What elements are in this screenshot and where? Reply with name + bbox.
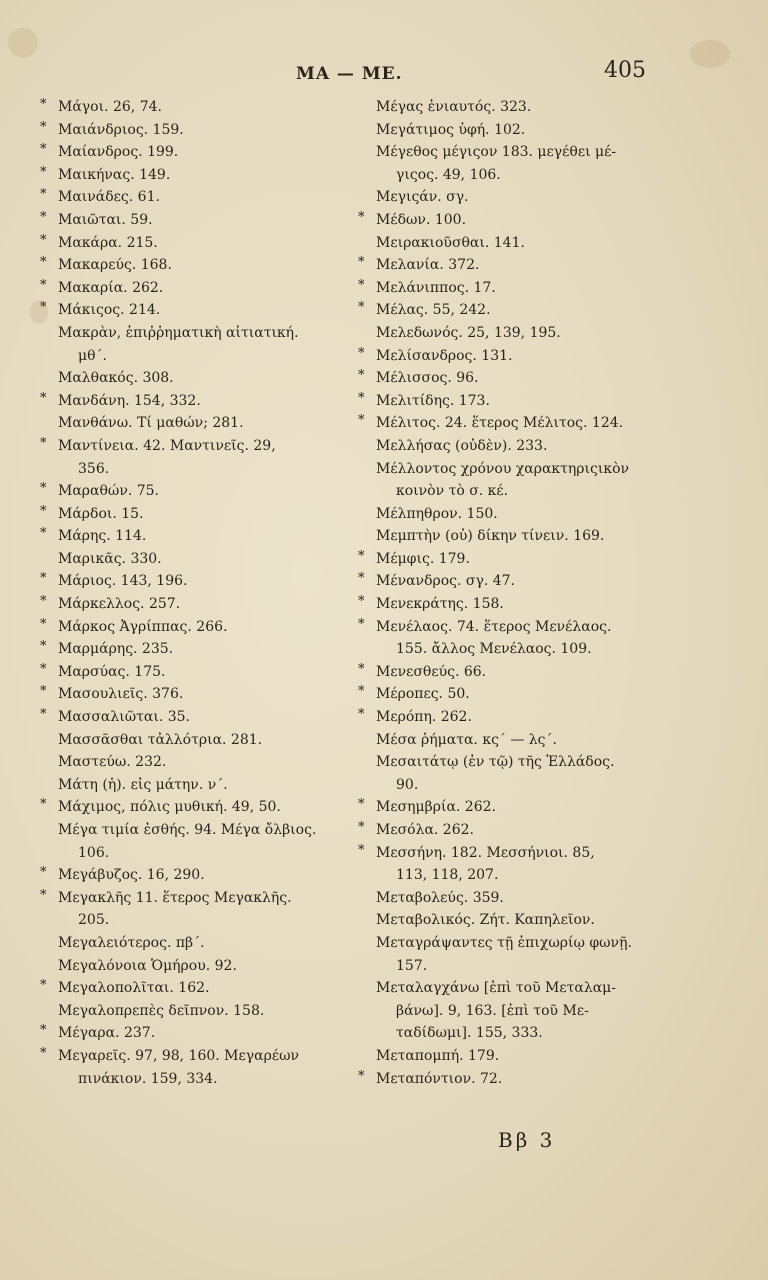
index-entry — [358, 435, 658, 458]
entry-text: Μεσαιτάτῳ (ἐν τῷ) τῆς Ἑλλάδος. — [376, 754, 615, 771]
entry-text: Μεγάτιμος ὑφή. 102. — [376, 121, 526, 138]
entry-text: Μάρκελλος. 257. — [58, 596, 181, 613]
asterisk-icon: * — [40, 209, 47, 225]
asterisk-icon: * — [40, 390, 47, 406]
index-entry — [40, 570, 360, 593]
entry-text: Μανθάνω. Τί μαθών; 281. — [58, 415, 244, 432]
asterisk-icon: * — [40, 639, 47, 655]
index-entry — [40, 864, 360, 887]
entry-text: Μάτη (ἡ). εἰς μάτην. ν΄. — [58, 776, 228, 793]
index-entry — [40, 525, 360, 548]
asterisk-icon: * — [358, 571, 365, 587]
index-column-right — [358, 96, 658, 1090]
entry-text: Μεσημβρία. 262. — [376, 799, 496, 816]
index-entry — [40, 209, 360, 232]
entry-text: Μέγα τιμία ἐσθής. 94. Μέγα ὄλβιος. — [58, 822, 317, 838]
entry-text: Μάρης. 114. — [58, 528, 147, 545]
index-entry — [40, 480, 360, 503]
entry-text: Μασουλιεῖς. 376. — [58, 686, 184, 703]
index-entry — [40, 796, 360, 819]
entry-text: Μέροπες. 50. — [376, 686, 470, 703]
paper-stain — [8, 28, 38, 58]
index-entry — [358, 96, 658, 119]
entry-text: Μεγαρεῖς. 97, 98, 160. Μεγαρέων — [58, 1047, 299, 1064]
index-entry — [40, 661, 360, 684]
asterisk-icon: * — [40, 616, 47, 632]
entry-text: Μασσαλιῶται. 35. — [58, 709, 190, 726]
index-column-left — [40, 96, 360, 1090]
entry-text: Μαραθών. 75. — [58, 483, 159, 500]
entry-text: Μαρικᾶς. 330. — [58, 550, 162, 567]
index-entry — [358, 209, 658, 232]
index-entry — [40, 751, 360, 774]
entry-text: Μεταγράψαντες τῇ ἐπιχωρίῳ φωνῇ. — [376, 934, 632, 951]
entry-text: Μάχιμος, πόλις μυθική. 49, 50. — [58, 799, 281, 816]
index-entry — [40, 706, 360, 729]
entry-text: Μελανία. 372. — [376, 257, 480, 274]
entry-text: Μέγας ἐνιαυτός. 323. — [376, 99, 532, 115]
index-entry — [40, 593, 360, 616]
asterisk-icon: * — [358, 594, 365, 610]
asterisk-icon: * — [358, 820, 365, 835]
entry-text: Μειρακιοῦσθαι. 141. — [376, 234, 525, 251]
index-entry — [358, 186, 658, 209]
entry-text: Μέσα ῥήματα. κς΄ — λς΄. — [376, 731, 557, 748]
header-title: MA — ME. — [296, 64, 403, 84]
asterisk-icon: * — [40, 526, 47, 542]
index-entry — [40, 412, 360, 435]
entry-text: Μέλιτος. 24. ἕτερος Μέλιτος. 124. — [376, 415, 624, 432]
asterisk-icon: * — [40, 435, 47, 451]
entry-continuation: ταδίδωμι]. 155, 333. — [396, 1025, 543, 1042]
index-entry — [358, 277, 658, 300]
index-entry — [358, 141, 658, 186]
index-entry — [358, 299, 658, 322]
signature-mark: Bβ 3 — [498, 1128, 556, 1152]
asterisk-icon: * — [40, 707, 47, 723]
asterisk-icon: * — [40, 1045, 47, 1061]
entry-text: Μαιάνδριος. 159. — [58, 121, 184, 138]
index-entry — [358, 458, 658, 503]
index-entry — [40, 96, 360, 119]
entry-text: Μέγεθος μέγιςον 183. μεγέθει μέ- — [376, 144, 617, 161]
index-entry — [40, 254, 360, 277]
index-entry — [358, 345, 658, 368]
asterisk-icon: * — [358, 413, 365, 429]
entry-text: Μασσᾶσθαι τἀλλότρια. 281. — [58, 731, 263, 748]
asterisk-icon: * — [40, 684, 47, 700]
asterisk-icon: * — [40, 865, 47, 881]
entry-text: Μακάρα. 215. — [58, 234, 158, 251]
asterisk-icon: * — [358, 1068, 365, 1084]
index-entry — [40, 119, 360, 142]
entry-text: Μακαρεύς. 168. — [58, 257, 172, 274]
entry-continuation: 205. — [78, 912, 110, 929]
entry-text: Μενεκράτης. 158. — [376, 596, 504, 613]
index-entry — [358, 503, 658, 526]
page-number: 405 — [604, 58, 646, 83]
entry-continuation: γιςος. 49, 106. — [396, 166, 501, 183]
asterisk-icon: * — [358, 209, 365, 225]
asterisk-icon: * — [40, 481, 47, 497]
entry-text: Μαρμάρης. 235. — [58, 641, 174, 658]
index-entry — [40, 164, 360, 187]
index-entry — [40, 932, 360, 955]
entry-continuation: 90. — [396, 776, 419, 793]
asterisk-icon: * — [40, 164, 47, 180]
index-entry — [40, 277, 360, 300]
index-entry — [40, 774, 360, 797]
index-entry — [358, 751, 658, 796]
index-entry — [358, 1045, 658, 1068]
entry-text: Μαλθακός. 308. — [58, 370, 174, 387]
entry-continuation: 113, 118, 207. — [396, 867, 499, 884]
entry-continuation: 106. — [78, 844, 110, 861]
entry-text: Μερόπη. 262. — [376, 709, 472, 726]
entry-text: Μεγαλόνοια Ὁμήρου. 92. — [58, 957, 237, 974]
index-entry — [358, 322, 658, 345]
index-entry — [358, 729, 658, 752]
asterisk-icon: * — [40, 978, 47, 994]
asterisk-icon: * — [40, 503, 47, 519]
asterisk-icon: * — [358, 390, 365, 406]
index-entry — [40, 887, 360, 932]
asterisk-icon: * — [40, 277, 47, 293]
entry-text: Μεταπόντιον. 72. — [376, 1070, 503, 1087]
index-entry — [40, 435, 360, 480]
entry-text: Μέλισσος. 96. — [376, 370, 479, 387]
entry-text: Μάρδοι. 15. — [58, 505, 144, 522]
asterisk-icon: * — [40, 97, 47, 112]
entry-text: Μακαρία. 262. — [58, 279, 164, 296]
entry-text: Μανδάνη. 154, 332. — [58, 392, 201, 409]
asterisk-icon: * — [358, 345, 365, 361]
entry-text: Μαντίνεια. 42. Μαντινεῖς. 29, — [58, 437, 276, 454]
index-entry — [40, 977, 360, 1000]
entry-text: Μεταλαγχάνω [ἐπὶ τοῦ Μεταλαμ- — [376, 980, 616, 997]
entry-continuation: 356. — [78, 460, 110, 477]
index-entry — [40, 819, 360, 864]
index-entry — [40, 729, 360, 752]
entry-continuation: κοινὸν τὸ σ. κέ. — [396, 483, 509, 500]
index-entry — [358, 616, 658, 661]
asterisk-icon: * — [358, 300, 365, 316]
index-entry — [358, 706, 658, 729]
entry-text: Μελλήσας (οὐδὲν). 233. — [376, 437, 548, 454]
entry-text: Μεσόλα. 262. — [376, 822, 474, 838]
asterisk-icon: * — [40, 142, 47, 158]
asterisk-icon: * — [358, 707, 365, 723]
index-entry — [40, 322, 360, 367]
entry-text: Μελιτίδης. 173. — [376, 392, 490, 409]
entry-text: Μελάνιππος. 17. — [376, 279, 496, 296]
entry-text: Μεταπομπή. 179. — [376, 1047, 500, 1064]
entry-text: Μαστεύω. 232. — [58, 754, 167, 771]
index-entry — [40, 367, 360, 390]
entry-text: Μέδων. 100. — [376, 211, 467, 228]
index-entry — [40, 1045, 360, 1090]
index-entry — [40, 232, 360, 255]
entry-continuation: μθ΄. — [78, 347, 107, 364]
entry-text: Μάριος. 143, 196. — [58, 573, 188, 590]
asterisk-icon: * — [358, 684, 365, 700]
entry-continuation: πινάκιον. 159, 334. — [78, 1070, 218, 1087]
asterisk-icon: * — [40, 887, 47, 903]
asterisk-icon: * — [358, 842, 365, 858]
entry-text: Μαίανδρος. 199. — [58, 144, 179, 161]
entry-text: Μαιῶται. 59. — [58, 211, 153, 228]
entry-text: Μεταβολικός. Ζήτ. Καπηλεῖον. — [376, 912, 595, 929]
entry-text: Μεγακλῆς 11. ἕτερος Μεγακλῆς. — [58, 889, 292, 906]
asterisk-icon: * — [40, 300, 47, 316]
entry-text: Μεμπτὴν (οὐ) δίκην τίνειν. 169. — [376, 528, 605, 545]
entry-text: Μένανδρος. σγ. 47. — [376, 573, 515, 590]
index-entry — [358, 796, 658, 819]
entry-text: Μέλλοντος χρόνου χαρακτηριςικὸν — [376, 460, 630, 477]
asterisk-icon: * — [40, 187, 47, 203]
index-entry — [358, 661, 658, 684]
asterisk-icon: * — [358, 797, 365, 813]
entry-text: Μεταβολεύς. 359. — [376, 889, 504, 906]
asterisk-icon: * — [358, 255, 365, 271]
entry-text: Μέλας. 55, 242. — [376, 302, 491, 319]
asterisk-icon: * — [358, 368, 365, 384]
entry-text: Μαρσύας. 175. — [58, 663, 166, 680]
index-entry — [40, 955, 360, 978]
entry-text: Μενέλαος. 74. ἕτερος Μενέλαος. — [376, 618, 612, 635]
index-entry — [40, 638, 360, 661]
entry-continuation: βάνω]. 9, 163. [ἐπὶ τοῦ Με- — [396, 1002, 589, 1019]
index-entry — [358, 254, 658, 277]
index-entry — [358, 683, 658, 706]
asterisk-icon: * — [358, 616, 365, 632]
index-entry — [40, 390, 360, 413]
asterisk-icon: * — [40, 1023, 47, 1039]
index-entry — [358, 909, 658, 932]
index-entry — [40, 503, 360, 526]
index-entry — [358, 525, 658, 548]
running-header — [0, 60, 768, 90]
index-entry — [358, 548, 658, 571]
index-entry — [358, 932, 658, 977]
entry-continuation: 157. — [396, 957, 428, 974]
entry-text: Μακρὰν, ἐπιῤῥηματικὴ αἰτιατική. — [58, 324, 299, 341]
entry-text: Μέμφις. 179. — [376, 550, 470, 567]
entry-text: Μάγοι. 26, 74. — [58, 99, 162, 115]
entry-text: Μέλπηθρον. 150. — [376, 505, 498, 522]
asterisk-icon: * — [40, 594, 47, 610]
index-entry — [358, 390, 658, 413]
index-entry — [358, 570, 658, 593]
index-entry — [358, 842, 658, 887]
entry-text: Μάρκος Ἀγρίππας. 266. — [58, 618, 228, 635]
entry-text: Μεγαλοπρεπὲς δεῖπνον. 158. — [58, 1002, 265, 1019]
index-entry — [40, 683, 360, 706]
index-entry — [358, 367, 658, 390]
entry-continuation: 155. ἄλλος Μενέλαος. 109. — [396, 641, 592, 658]
index-entry — [40, 548, 360, 571]
index-entry — [358, 593, 658, 616]
asterisk-icon: * — [40, 661, 47, 677]
index-entry — [40, 141, 360, 164]
index-entry — [40, 186, 360, 209]
index-entry — [358, 412, 658, 435]
entry-text: Μενεσθεύς. 66. — [376, 663, 487, 680]
entry-text: Μάκιςος. 214. — [58, 302, 161, 319]
index-entry — [40, 299, 360, 322]
asterisk-icon: * — [358, 661, 365, 677]
index-entry — [358, 119, 658, 142]
asterisk-icon: * — [358, 277, 365, 293]
entry-text: Μελίσανδρος. 131. — [376, 347, 513, 364]
index-entry — [40, 1022, 360, 1045]
index-entry — [358, 977, 658, 1045]
index-entry — [40, 616, 360, 639]
entry-text: Μελεδωνός. 25, 139, 195. — [376, 324, 561, 341]
entry-text: Μεγάβυζος. 16, 290. — [58, 867, 205, 884]
index-entry — [358, 887, 658, 910]
entry-text: Μεγιςάν. σγ. — [376, 189, 469, 206]
entry-text: Μαινάδες. 61. — [58, 189, 160, 206]
entry-text: Μαικήνας. 149. — [58, 166, 171, 183]
asterisk-icon: * — [40, 232, 47, 248]
entry-text: Μεγαλειότερος. πβ΄. — [58, 934, 205, 951]
asterisk-icon: * — [40, 255, 47, 271]
index-entry — [40, 1000, 360, 1023]
entry-text: Μέγαρα. 237. — [58, 1025, 156, 1042]
index-entry — [358, 819, 658, 842]
entry-text: Μεγαλοπολῖται. 162. — [58, 980, 210, 997]
asterisk-icon: * — [358, 548, 365, 564]
index-entry — [358, 1068, 658, 1091]
asterisk-icon: * — [40, 119, 47, 135]
asterisk-icon: * — [40, 571, 47, 587]
entry-text: Μεσσήνη. 182. Μεσσήνιοι. 85, — [376, 844, 595, 861]
asterisk-icon: * — [40, 797, 47, 813]
index-entry — [358, 232, 658, 255]
